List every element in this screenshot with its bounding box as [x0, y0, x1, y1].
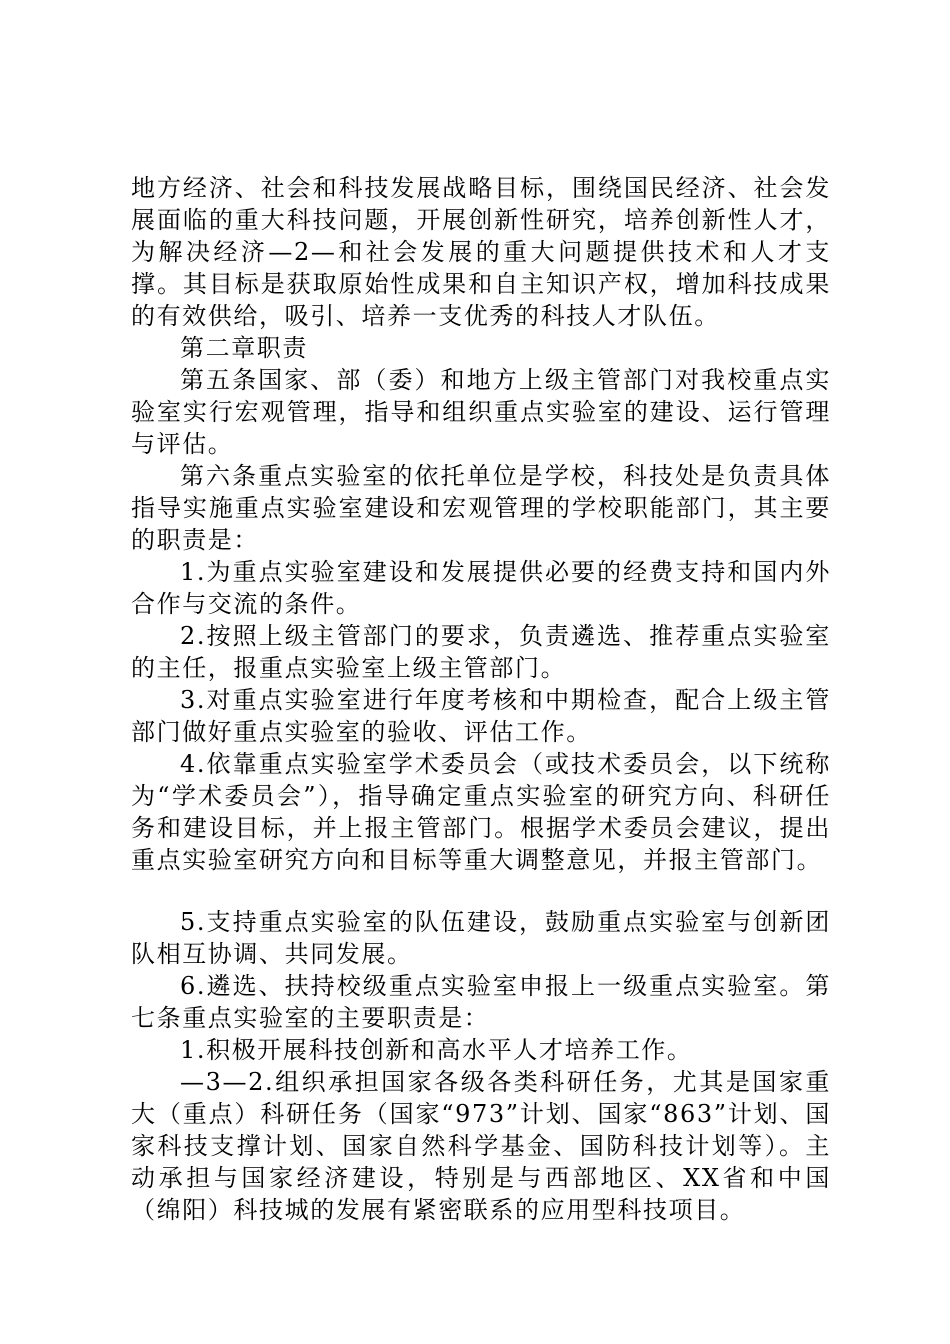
- article-6-item-3: 3.对重点实验室进行年度考核和中期检查，配合上级主管部门做好重点实验室的验收、评估工作。: [131, 686, 831, 746]
- article-7-item-1: 1.积极开展科技创新和高水平人才培养工作。: [180, 1036, 693, 1064]
- article-6-item-5: 5.支持重点实验室的队伍建设，鼓励重点实验室与创新团队相互协调、共同发展。: [131, 908, 831, 968]
- article-6: 第六条重点实验室的依托单位是学校，科技处是负责具体指导实施重点实验室建设和宏观管理的学校职能部门，其主要的职责是：: [131, 462, 831, 554]
- chapter-heading-duties: 第二章职责: [180, 334, 308, 362]
- article-6-item-6-and-article-7: 6.遴选、扶持校级重点实验室申报上一级重点实验室。第七条重点实验室的主要职责是：: [131, 972, 831, 1032]
- article-6-item-1: 1.为重点实验室建设和发展提供必要的经费支持和国内外合作与交流的条件。: [131, 558, 831, 618]
- article-7-item-2: —3—2.组织承担国家各级各类科研任务，尤其是国家重大（重点）科研任务（国家“973”计划、国家“863”计划、国家科技支撑计划、国家自然科学基金、国防科技计划等）。主动承担与国家经济建设，特别是与西部地区、XX省和中国（绵阳）科技城的发展有紧密联系的应用型科技项目。: [131, 1068, 831, 1224]
- paragraph-strategy-goals: 地方经济、社会和科技发展战略目标，围绕国民经济、社会发展面临的重大科技问题，开展创新性研究，培养创新性人才，为解决经济—2—和社会发展的重大问题提供技术和人才支撑。其目标是获取原始性成果和自主知识产权，增加科技成果的有效供给，吸引、培养一支优秀的科技人才队伍。: [131, 174, 831, 330]
- document-body: [131, 172, 831, 1226]
- article-5: 第五条国家、部（委）和地方上级主管部门对我校重点实验室实行宏观管理，指导和组织重点实验室的建设、运行管理与评估。: [131, 366, 831, 458]
- article-6-item-2: 2.按照上级主管部门的要求，负责遴选、推荐重点实验室的主任，报重点实验室上级主管部门。: [131, 622, 831, 682]
- article-6-item-4: 4.依靠重点实验室学术委员会（或技术委员会，以下统称为“学术委员会”），指导确定重点实验室的研究方向、科研任务和建设目标，并上报主管部门。根据学术委员会建议，提出重点实验室研究方向和目标等重大调整意见，并报主管部门。: [131, 750, 831, 874]
